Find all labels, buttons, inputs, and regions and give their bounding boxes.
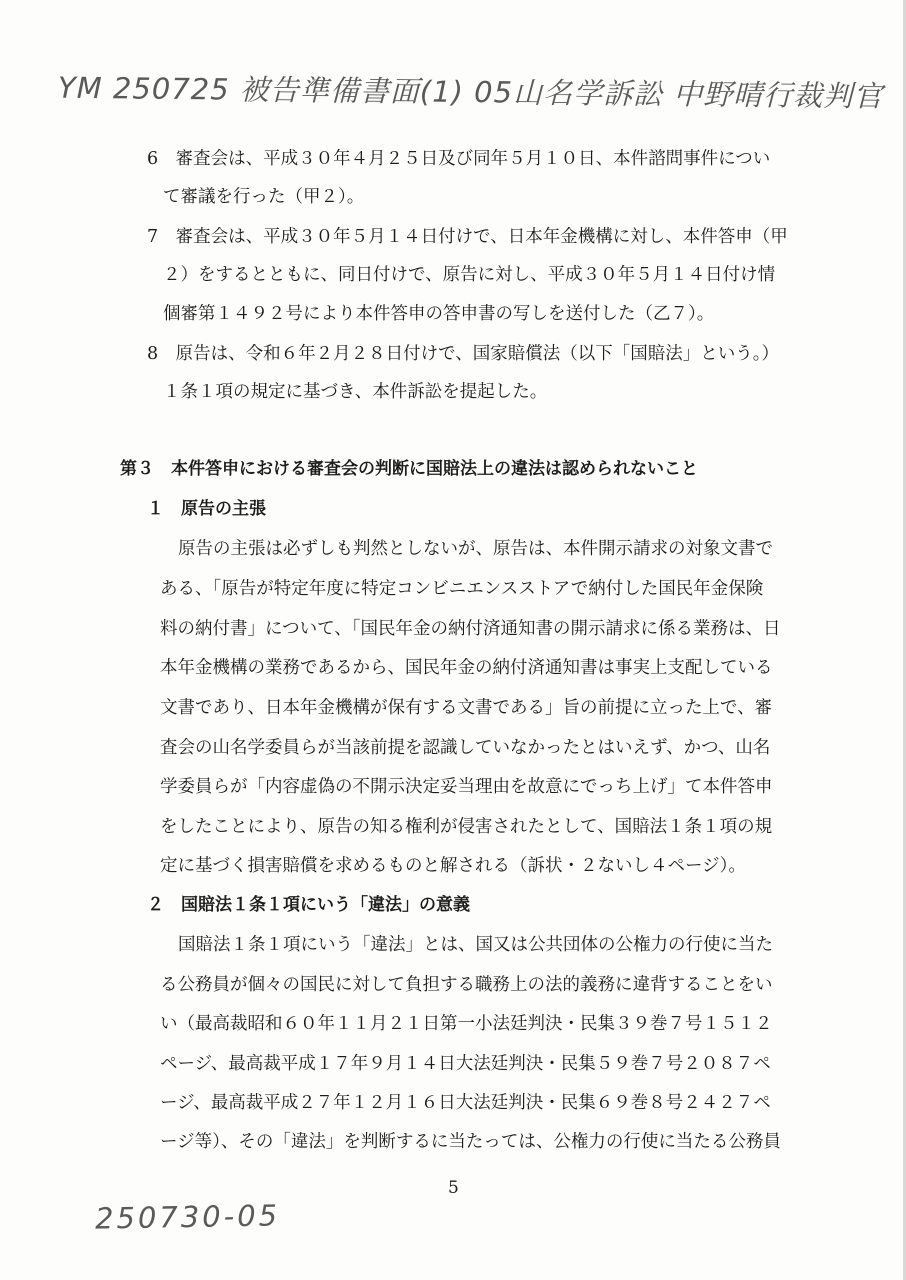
sub-1-line-8: をしたことにより、原告の知る権利が侵害されたとして、国賠法１条１項の規	[160, 817, 773, 837]
item-8-line-1: 8 原告は、令和６年２月２８日付けで、国家賠償法（以下「国賠法」という。）	[147, 344, 780, 364]
sub-2-line-2: る公務員が個々の国民に対して負担する職務上の法的義務に違背することをい	[160, 975, 773, 995]
sub-2-line-6: ージ等）、その「違法」を判断するに当たっては、公権力の行使に当たる公務員	[160, 1132, 781, 1152]
item-6-line-2: て審議を行った（甲２）。	[163, 187, 365, 207]
item-7-line-3: 個審第１４９２号により本件答申の答申書の写しを送付した（乙７）。	[163, 304, 715, 324]
sub-1-heading: １ 原告の主張	[147, 499, 266, 519]
sub-1-line-7: 学委員らが「内容虚偽の不開示決定妥当理由を故意にでっち上げ」て本件答申	[160, 777, 773, 797]
sub-2-heading: ２ 国賠法１条１項にいう「違法」の意義	[147, 895, 470, 915]
handwritten-header-note: YM 250725 被告準備書面(1) 05山名学訴訟 中野晴行裁判官	[57, 70, 884, 114]
sub-1-line-4: 本年金機構の業務であるから、国民年金の納付済通知書は事実上支配している	[160, 658, 773, 678]
page-number: 5	[448, 1178, 459, 1198]
item-6-line-1: 6 審査会は、平成３０年４月２５日及び同年５月１０日、本件諮問事件につい	[147, 149, 771, 169]
item-7-line-2: ２）をするとともに、同日付けで、原告に対し、平成３０年５月１４日付け情	[163, 265, 776, 285]
sub-2-line-3: い（最高裁昭和６０年１１月２１日第一小法廷判決・民集３９巻７号１５１２	[160, 1014, 773, 1034]
section-3-heading: 第３ 本件答申における審査会の判断に国賠法上の違法は認められないこと	[120, 459, 698, 479]
sub-1-line-9: 定に基づく損害賠償を求めるものと解される（訴状・２ないし４ページ）。	[160, 856, 746, 876]
sub-1-line-2: ある、「原告が特定年度に特定コンビニエンスストアで納付した国民年金保険	[160, 579, 764, 599]
sub-1-line-5: 文書であり、日本年金機構が保有する文書である」旨の前提に立った上で、審	[160, 698, 773, 718]
sub-1-line-3: 料の納付書」について、「国民年金の納付済通知書の開示請求に係る業務は、日	[160, 619, 781, 639]
sub-2-line-1: 国賠法１条１項にいう「違法」とは、国又は公共団体の公権力の行使に当た	[178, 935, 773, 955]
sub-2-line-5: ージ、最高裁平成２７年１２月１６日大法廷判決・民集６９巻８号２４２７ペ	[160, 1093, 771, 1113]
item-7-line-1: 7 審査会は、平成３０年５月１４日付けで、日本年金機構に対し、本件答申（甲	[147, 227, 788, 247]
sub-2-line-4: ページ、最高裁平成１７年９月１４日大法廷判決・民集５９巻７号２０８７ペ	[160, 1054, 771, 1074]
sub-1-line-1: 原告の主張は必ずしも判然としないが、原告は、本件開示請求の対象文書で	[178, 539, 773, 559]
item-8-line-2: １条１項の規定に基づき、本件訴訟を提起した。	[163, 382, 548, 402]
handwritten-footer-note: 250730-05	[94, 1198, 281, 1236]
sub-1-line-6: 査会の山名学委員らが当該前提を認識していなかったとはいえず、かつ、山名	[160, 738, 771, 758]
